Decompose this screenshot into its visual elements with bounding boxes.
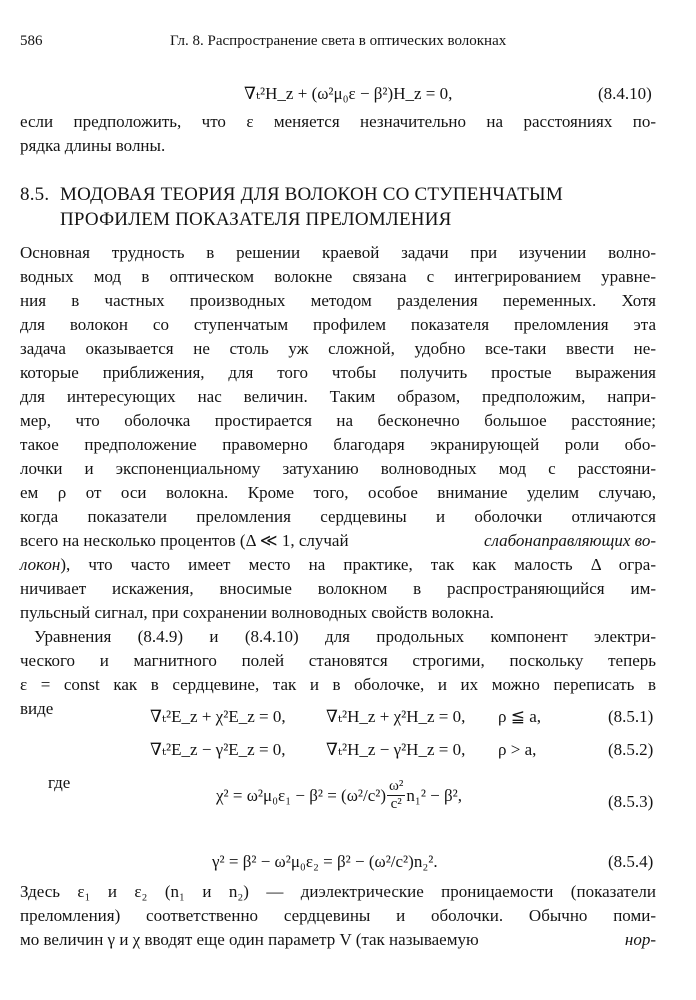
equation-8-5-3-rhs: n₁² − β², bbox=[406, 785, 463, 805]
equation-8-5-1-magnetic: ∇ₜ²H_z + χ²H_z = 0, bbox=[326, 707, 466, 726]
section-number: 8.5. bbox=[20, 184, 50, 205]
equation-number-8-5-4: (8.5.4) bbox=[608, 852, 654, 871]
paragraph-1-line: которые приближения, для того чтобы получить простые выражения bbox=[20, 363, 656, 382]
equation-number-8-4-10: (8.4.10) bbox=[598, 84, 652, 103]
equation-8-4-10: ∇ₜ²H_z + (ω²μ₀ε − β²)H_z = 0, bbox=[244, 84, 453, 103]
equation-number-8-5-2: (8.5.2) bbox=[608, 740, 654, 759]
equation-number-8-5-3: (8.5.3) bbox=[608, 792, 654, 811]
paragraph-1-line: задача оказывается не столь уж сложной, удобно все-таки ввести не- bbox=[20, 339, 656, 358]
paragraph-1-line: когда показатели преломления сердцевины и оболочки отличаются bbox=[20, 507, 656, 526]
fraction-numerator: ω² bbox=[389, 778, 404, 794]
equation-8-5-2-electric: ∇ₜ²E_z − γ²E_z = 0, bbox=[150, 740, 286, 759]
equation-8-5-3-fraction bbox=[387, 778, 405, 813]
paragraph-1-line-14-regular: ), что часто имеет место на практике, так как малость Δ огра- bbox=[60, 555, 656, 574]
paragraph-2-line: ческого и магнитного полей становятся строгими, поскольку теперь bbox=[20, 651, 656, 670]
paragraph-1-line-mixed bbox=[20, 553, 656, 577]
equation-8-5-1-condition: ρ ≦ a, bbox=[498, 707, 542, 726]
paragraph-3-line-3-regular: мо величин γ и χ вводят еще один параметр V (так называемую bbox=[20, 930, 479, 949]
page-number: 586 bbox=[20, 33, 43, 49]
paragraph-1-line: водных мод в оптическом волокне связана с интегрированием уравне- bbox=[20, 267, 656, 286]
paragraph-2-line-last: виде bbox=[20, 699, 54, 718]
paragraph-1-line-last: пульсный сигнал, при сохранении волноводных свойств волокна. bbox=[20, 603, 494, 622]
paragraph-1-line: ничивает искажения, вносимые волокном в распространяющийся им- bbox=[20, 579, 656, 598]
equation-8-5-4: γ² = β² − ω²μ₀ε₂ = β² − (ω²/c²)n₂². bbox=[212, 852, 438, 871]
paragraph-1-line-13-regular: всего на несколько процентов (Δ ≪ 1, случай bbox=[20, 531, 349, 550]
running-title: Гл. 8. Распространение света в оптических волокнах bbox=[170, 33, 507, 49]
equation-8-5-3-lhs: χ² = ω²μ₀ε₁ − β² = (ω²/c²) bbox=[216, 785, 387, 805]
paragraph-1-line-14-italic: локон bbox=[20, 555, 61, 574]
paragraph-2-line: Уравнения (8.4.9) и (8.4.10) для продольных компонент электри- bbox=[34, 627, 656, 646]
section-title-line-2: ПРОФИЛЕМ ПОКАЗАТЕЛЯ ПРЕЛОМЛЕНИЯ bbox=[60, 209, 452, 230]
where-word: где bbox=[48, 773, 71, 792]
equation-8-5-2-magnetic: ∇ₜ²H_z − γ²H_z = 0, bbox=[326, 740, 466, 759]
paragraph-1-line-13-italic: слабонаправляющих во- bbox=[483, 531, 656, 550]
paragraph-1-line: для интересующих нас величин. Таким образом, предположим, напри- bbox=[20, 387, 656, 406]
paragraph-3-line-mixed bbox=[20, 928, 656, 952]
paragraph-3-line-3-italic: нор- bbox=[624, 930, 656, 949]
paragraph-1-line: лочки и экспоненциальному затуханию волноводных мод с расстояни- bbox=[20, 459, 656, 478]
intro-line-1: если предположить, что ε меняется незначительно на расстояниях по- bbox=[20, 112, 656, 131]
paragraph-1-line: ем ρ от оси волокна. Кроме того, особое внимание уделим случаю, bbox=[20, 483, 656, 502]
paragraph-3-line: Здесь ε₁ и ε₂ (n₁ и n₂) — диэлектрические проницаемости (показатели bbox=[20, 882, 656, 901]
fraction-denominator: c² bbox=[390, 796, 402, 812]
equation-8-5-3 bbox=[216, 778, 462, 813]
section-title-line-1: МОДОВАЯ ТЕОРИЯ ДЛЯ ВОЛОКОН СО СТУПЕНЧАТЫМ bbox=[60, 184, 563, 205]
paragraph-1-line-mixed bbox=[20, 529, 656, 553]
paragraph-3-line: преломления) соответственно сердцевины и оболочки. Обычно поми- bbox=[20, 906, 656, 925]
paragraph-1-line: для волокон со ступенчатым профилем показателя преломления эта bbox=[20, 315, 656, 334]
intro-line-2: рядка длины волны. bbox=[20, 136, 166, 155]
paragraph-1-line: ния в частных производных методом разделения переменных. Хотя bbox=[20, 291, 656, 310]
paragraph-1-line: такое предположение правомерно благодаря экранирующей роли обо- bbox=[20, 435, 656, 454]
paragraph-2-line: ε = const как в сердцевине, так и в оболочке, и их можно переписать в bbox=[20, 675, 656, 694]
paragraph-1-line: мер, что оболочка простирается на бесконечно большое расстояние; bbox=[20, 411, 656, 430]
equation-8-5-1-electric: ∇ₜ²E_z + χ²E_z = 0, bbox=[150, 707, 286, 726]
equation-number-8-5-1: (8.5.1) bbox=[608, 707, 654, 726]
paragraph-1-line: Основная трудность в решении краевой задачи при изучении волно- bbox=[20, 243, 656, 262]
equation-8-5-2-condition: ρ > a, bbox=[498, 740, 537, 759]
